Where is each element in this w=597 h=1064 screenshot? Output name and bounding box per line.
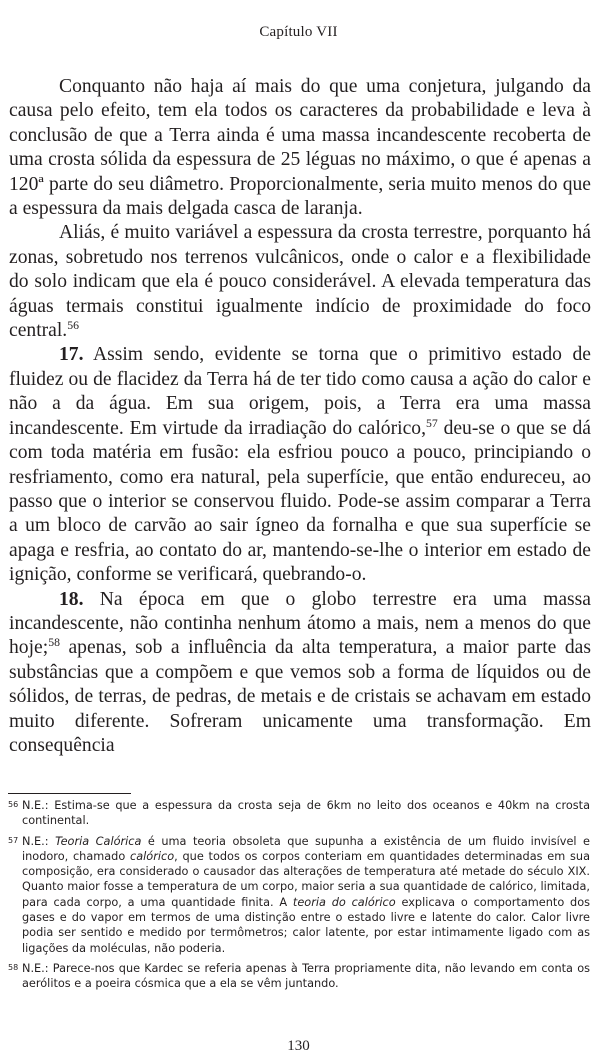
paragraph-1: Conquanto não haja aí mais do que uma conjetura, julgando da causa pelo efeito, tem ela todos os caracteres da probabilidade e leva à conclusão de que a Terra ainda é uma massa incandescente recoberta de uma crosta sólida da espessura de 25 léguas no máximo, o que é apenas a 120ª parte do seu diâmetro. Proporcionalmente, seria muito menos do que a espessura da mais delgada casca de laranja.: [9, 76, 591, 220]
paragraph-18-text-b: apenas, sob a influência da alta temperatura, a maior parte das substâncias que a compõem e que vemos sob a forma de líquidos ou de sólidos, de terras, de pedras, de metais e de cristais se achavam em estado muito diferente. Sofreram unicamente uma transformação. Em consequência: [9, 637, 591, 756]
paragraph-18-text-a: Na época em que o globo terrestre era uma massa incandescente, não continha nenhum átomo a mais, nem a menos do que hoje;: [9, 588, 591, 659]
paragraph-17-text-a: Assim sendo, evidente se torna que o primitivo estado de fluidez ou de flacidez da Terra há de ter tido como causa a ação do calor e não a da água. Em sua origem, pois, a Terra era uma massa incandescente. Em virtude da irradiação do calórico,: [9, 344, 591, 439]
footnote-text: N.E.: Parece-nos que Kardec se referia apenas à Terra propriamente dita, não levando em conta os aerólitos e a poeira cósmica que a ela se vêm juntando.: [22, 961, 590, 991]
footnote-mark: 58: [8, 962, 19, 972]
footnote-text: é uma teoria obsoleta que supunha a existência de um fluido invisível e inodoro, chamado: [22, 834, 590, 863]
footnote-mark: 57: [8, 835, 19, 845]
chapter-header: Capítulo VII: [259, 24, 338, 40]
footnote-text: N.E.: Estima-se que a espessura da crosta seja de 6km no leito dos oceanos e 40km na crosta continental.: [22, 799, 590, 828]
footnote-ref-58[interactable]: 58: [48, 636, 60, 650]
footnote-term: calórico: [130, 849, 175, 863]
paragraph-17-text-b: deu-se o que se dá com toda matéria em fusão: ela esfriou pouco a pouco, principiando o resfriamento, como era natural, pela superfície, que então endureceu, ao passo que o interior se conservou fluido. Pode-se assim comparar a Terra a um bloco de carvão ao sair ígneo da fornalha e que sua superfície se apaga e resfria, ao contato do ar, mantendo-se-lhe o interior em estado de ignição, conforme se verificará, quebrando-o.: [9, 417, 591, 586]
footnote-mark: 56: [8, 800, 19, 809]
footnote-ref-56[interactable]: 56: [67, 319, 79, 333]
main-text: [9, 75, 591, 758]
page-number: 130: [287, 1038, 310, 1054]
footnote-ref-57[interactable]: 57: [425, 416, 438, 430]
paragraph-18: [9, 588, 591, 759]
footnote-text: , que todos os corpos conteriam em quantidades determinadas em sua composição, era considerado o causador das alterações de temperatura até metade do século XIX. Quanto maior fosse a temperatura de um corpo, maior seria a sua quantidade de calórico, limitada, para cada corpo, a uma quantidade finita. A: [22, 849, 590, 909]
footnote-term: Teoria Calórica: [55, 834, 142, 848]
paragraph-2-text: Aliás, é muito variável a espessura da crosta terrestre, porquanto há zonas, sobretudo nos terrenos vulcânicos, onde o calor e a flexibilidade do solo indicam que ela é pouco considerável. A elevada temperatura das águas termais constitui igualmente indício de proximidade do foco central.: [9, 222, 591, 342]
paragraph-2: [9, 221, 591, 343]
footnote-57: [8, 834, 590, 956]
footnote-separator: [8, 793, 131, 794]
footnote-56: [8, 798, 590, 829]
footnote-text-prefix: N.E.:: [22, 834, 56, 848]
footnotes: [8, 798, 590, 997]
footnote-term: teoria do calórico: [292, 895, 396, 909]
paragraph-17: [9, 343, 591, 587]
section-number-17: 17.: [59, 344, 84, 366]
section-number-18: 18.: [59, 588, 84, 610]
footnote-58: [8, 961, 590, 992]
footnote-text: explicava o comportamento dos gases e do vapor em termos de uma distinção entre o estado livre e latente do calor. Calor livre podia ser sentido e medido por termômetros; calor latente, por estar intimamente ligado com as ligações da moléculas, não poderia.: [22, 895, 590, 955]
